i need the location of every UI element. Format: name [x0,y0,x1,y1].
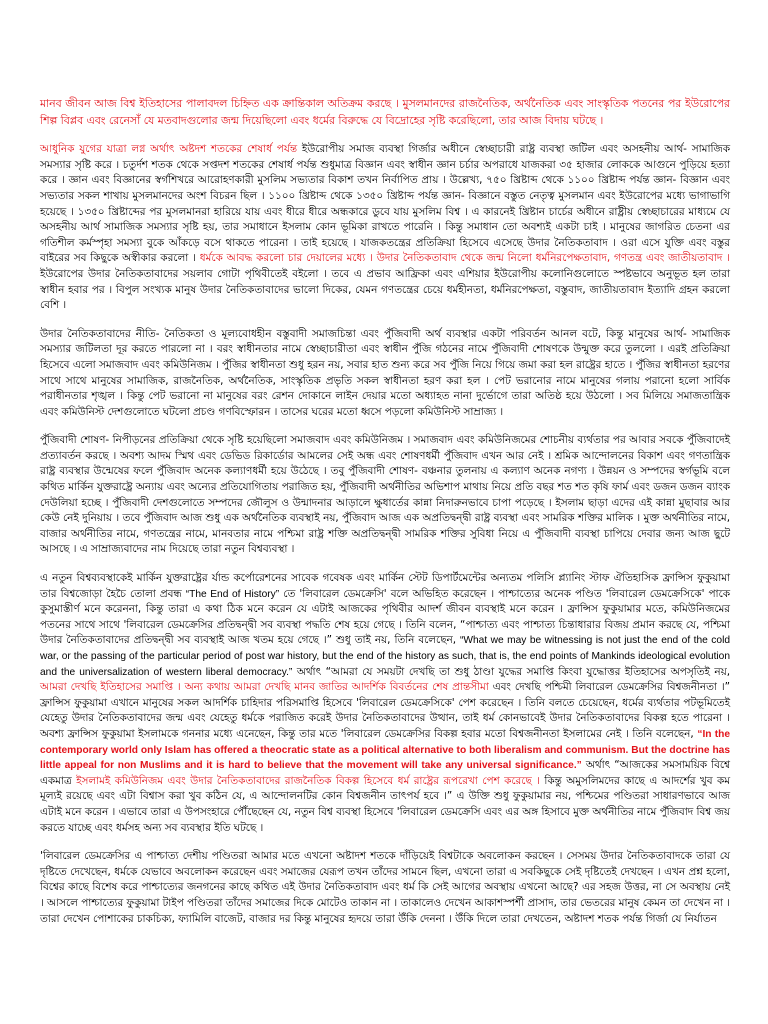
english-quote-fukuyama: “What we may be witnessing is not just the end of the cold war, or the passing of the particular period of post war history, but the end of the history as such, that is, the end points of Mankinds ideological evolution and the universalization of western liberal democracy.” [40,635,730,678]
document-body [40,96,730,927]
intro-paragraph [40,96,730,129]
paragraph-text: 'লিবারেল ডেমক্রেসির এ পাশ্চাত্য দেশীয় পণ্ডিতরা আমার মতে এখনো অষ্টাদশ শতকে দাঁড়িয়েই বিশ্বটাকে অবলোকন করছেন । সেসময় উদার নৈতিকতাবাদকে তারা যে দৃষ্টিতে দেখেছেন, ধর্মকে যেভাবে অবলোকন করেছেন এবং সমাজের যেরূপ তখন তাঁদের সামনে ছিল, এখনো তারা এ সবকিছুকে সেই দৃষ্টিতেই দেখছেন । এখন প্রশ্ন হলো, বিশ্বের কাছে বিশেষ করে পাশ্চাত্যের জনগনের কাছে কথিত এই উদার নৈতিকতাবাদ এবং ধর্ম কি সেই আগের অবস্থায় এখনো আছে? এর সহজ উত্তর, না সে অবস্থায় নেই । আসলে পাশ্চাত্যের ফুকুয়ামা টাইপ পণ্ডিতরা তাঁদের সমাজের দিকে মোটেও তাকান না । তাকালেও দেখেন আকাশস্পর্শী প্রাসাদ, তার ভেতরের মানুষ কেমন তা দেখেন না । তারা দেখেন পোশাকের চাকচিক্য, ফ্যামিলি বাজেট, বাজার দর কিন্তু মানুষের হৃদয়ে তারা উঁকি দেননা । উঁকি দিলে তারা দেখতেন, অষ্টাদশ শতক পর্যন্ত গির্জা যে নির্যাতন [40,850,730,925]
paragraph-end-of-history [40,571,730,836]
paragraph-text: পুঁজিবাদী শোষণ- নিপীড়নের প্রতিক্রিয়া থেকে সৃষ্টি হয়েছিলো সমাজবাদ এবং কমিউনিজম । সমাজবাদ এবং কমিউনিজমের শোচনীয় ব্যর্থতার পর আবার সবকে পুঁজিবাদেই প্রত্যাবর্তন করছে । অবশ্য আদম স্মিথ এবং ডেভিড রিকার্ডোর আমলের সেই অন্ধ এবং শোষণধর্মী পুঁজিবাদ এখন আর নেই । শ্রমিক আন্দোলনের বিকাশ এবং গণতান্ত্রিক রাষ্ট্র ব্যবস্থার উন্মেষের ফলে পুঁজিবাদ অনেক কল্যাণধর্মী হয়ে উঠেছে । তবু পুঁজিবাদী শোষণ- বঞ্চনার তুলনায় এ কল্যাণ অনেক নগণ্য । উন্নয়ন ও সম্পদের স্বর্গভূমি বলে কথিত মার্কিন যুক্তরাষ্ট্রে অন্যায় এবং অন্যের প্রতিযোগিতায় পরাজিত হয়, পুঁজিবাদী অর্থনীতির অভিশাপ মাথায় নিয়ে প্রতি বছর শত শত কৃষি ফার্ম এবং ডজন ডজন ব্যাংক দেউলিয়া হচ্ছে । পুঁজিবাদী দেশগুলোতে সম্পদের জৌলুস ও উন্মাদনার আড়ালে ক্ষুধার্তের কান্না নিদারুনভাবে চাপা পড়েছে । ইসলাম ছাড়া এদের এই কান্না মুছাবার আর কেউ নেই দুনিয়ায় । তবে পুঁজিবাদ আজ শুধু এক অর্থনৈতিক ব্যবস্থাই নয়, পুঁজিবাদ আজ এক অপ্রতিদ্বন্দ্বী রাষ্ট্র ব্যবস্থা এবং সামরিক শক্তির মালিক । মুক্ত অর্থনীতির নামে, বাজার অর্থনীতির নামে, গণতন্ত্রের নামে, মানবতার নামে পশ্চিমা রাষ্ট্র শক্তি অপ্রতিদ্বন্দ্বী সামরিক শক্তির সুবিধা নিয়ে এ পুঁজিবাদী ব্যবস্থা চাপিয়ে দেবার জন্য আজ ছুটে আসছে । এ সাম্রাজ্যবাদের নাম দিয়েছে তারা নতুন বিশ্বব্যবস্থা । [40,434,730,556]
paragraph-text: অর্থাৎ “আমরা যে সময়টা দেখছি তা শুধু ঠাণ্ডা যুদ্ধের সমাপ্তি কিংবা যুদ্ধোত্তর ইতিহাসের অপসৃতিই নয়, [292,665,731,678]
paragraph-socialism-rise [40,327,730,421]
paragraph-text: তে 'লিবারেল ডেমক্রেসি' বলে অভিহিত করেছেন । পাশ্চাত্যের অনেক পণ্ডিত 'লিবারেল ডেমক্রেসিকে' পাকে কুসুমাস্তীর্ণ মনে করেননা, কিন্তু তারা এ কথা ঠিক মনে করেন যে এটাই আজকের পৃথিবীর আদর্শ জীবন ব্যবস্থাই মনে করেন । ফ্রান্সিস ফুকুয়ামার মতে, কমিউনিজমের পতনের সাথে সাথে 'লিবারেল ডেমক্রেসির প্রতিদ্বন্দ্বী সব ব্যবস্থা পদ্ধতি শেষ হয়ে গেছে । তিনি বলেন, “পাশ্চাত্য এবং পাশ্চাত্য চিন্তাধারার বিজয় প্রমান করছে যে, পশ্চিমা উদার নৈতিকতাবাদের প্রতিদ্বন্দ্বী সব ব্যবস্থাই আজ খতম হয়ে গেছে ।” শুধু তাই নয়, তিনি বলেছেন, [40,587,731,647]
paragraph-text: কিন্তু অমুসলিমদের কাছে এ আদর্শের খুব কম মূল্যই রয়েছে এবং এটা বিশ্বাস করা খুব কঠিন যে, এ আন্দোলনটির কোন বিশ্বজনীন তাৎপর্য হবে ।” এ উক্তি শুধু ফুকুয়ামার নয়, পশ্চিমের পণ্ডিতরা সাধারণভাবে আজ এটাই মনে করেন । এভাবে তারা এ উপসংহারে পৌঁছেছেন যে, নতুন বিশ্ব ব্যবস্থা হিসেবে 'লিবারেল ডেমক্রেসি এবং এর অঙ্গ হিসাবে মুক্ত অর্থনীতির নামে পুঁজিবাদ বিশ্ব জয় করতে যাচ্ছে এবং ধর্মসহ অন্য সব ব্যবস্থার ইতি ঘটছে । [40,774,730,834]
highlight-religion-confined: ধর্মকে আবদ্ধ করলো চার দেয়ালের মধ্যে । উদার নৈতিকতাবাদ থেকে জন্ম নিলো ধর্মনিরপেক্ষতাবাদ, গণতন্ত্র এবং জাতীয়তাবাদ । [199,252,730,265]
intro-text: মানব জীবন আজ বিশ্ব ইতিহাসের পালাবদল চিহ্নিত এক ক্রান্তিকাল অতিক্রম করছে । মুসলমানদের রাজনৈতিক, অর্থনৈতিক এবং সাংস্কৃতিক পতনের পর ইউরোপের শিল্প বিপ্লব এবং রেনেসাঁ যে মতবাদগুলোর জন্ম দিয়েছিলো এবং ধর্মের বিরুদ্ধে যে বিদ্রোহের সৃষ্টি করেছিলো, তার আজ বিদায় ঘটছে । [40,97,730,127]
paragraph-capitalism-return [40,433,730,558]
english-title: “The End of History” [185,588,280,600]
paragraph-liberalism-origin [40,142,730,314]
paragraph-text: ইউরোপীয় সমাজ ব্যবস্থা গির্জার অধীনে স্বেচ্ছাচারী রাষ্ট্র ব্যবস্থা জটিল এবং অসহনীয় আর্থ- সামাজিক সমস্যার সৃষ্টি করে । চতুর্দশ শতক থেকে সপ্তদশ শতকের শেষার্ধ পর্যন্ত শুধুমাত্র বিজ্ঞান এবং স্বাধীন জ্ঞান চর্চার অপরাধে যাজকরা ৩৫ হাজার লোককে আগুনে পুড়িয়ে হত্যা করে । জ্ঞান এবং বিজ্ঞানের স্বর্গশিখরে আরোহণকারী মুসলিম সভ্যতার বিকাশ তখন নির্বাপিত প্রায় । উল্লেখ্য, ৭৫০ খ্রিষ্টাব্দ থেকে ১১০০ খ্রিষ্টাব্দ পর্যন্ত জ্ঞান- বিজ্ঞান এবং সভ্যতার সকল শাখায় মুসলমানদের অংশ বিচরন ছিল । ১১০০ খ্রিষ্টাব্দ থেকে ১৩৫০ খ্রিষ্টাব্দ পর্যন্ত জ্ঞান- বিজ্ঞানে বস্তুত নেতৃত্ব মুসলমান এবং ইউরোপের মধ্যে ভাগাভাগি হয়েছে । ১৩৫০ খ্রিষ্টাব্দের পর মুসলমানরা হারিয়ে যায় এবং ধীরে ধীরে অন্ধকারে ডুবে যায় মুসলিম বিশ্ব । এ কারনেই খ্রিষ্টান চার্চের অধীনে রাষ্ট্রীয় স্বেচ্ছাচারের মাধ্যমে যে অসহনীয় আর্থ সামাজিক সমস্যার সৃষ্টি হয়, তার সমাধানে ইসলাম কোন ভূমিকা রাখতে পারেনি । কিন্তু সমাধান তো অবশ্যই একটা চাই । মানুষের জাগরিত চেতনা এর গতিশীল কর্মস্পৃহা সমস্যা বুকে আঁকড়ে বসে থাকতে পারেনা । তাই হয়েছে । যাজকতন্ত্রের প্রতিক্রিয়া হিসেবে এসেছে উদার নৈতিকতাবাদ । ওরা এসে যুক্তি এবং বস্তুর বাইরের সব কিছুকে অস্বীকার করলো । [40,143,730,265]
highlight-end-of-history: আমরা দেখছি ইতিহাসের সমাপ্তি । অন্য কথায় আমরা দেখছি মানব জাতির আদর্শিক বিবর্তনের শেষ প্রান্তসীমা [40,681,489,694]
english-quote-islam: “In the contemporary world only Islam has offered a theocratic state as a political alternative to both liberalism and communism. But the doctrine has little appeal for non Muslims and it is hard to believe that the movement will take any universal significance.” [40,728,731,772]
highlight-islam-alternative: ইসলামই কমিউনিজম এবং উদার নৈতিকতাবাদের রাজনৈতিক বিকল্প হিসেবে ধর্ম রাষ্ট্রের রূপরেখা পেশ করেছে । [76,774,540,787]
paragraph-text: এবং দেখছি পশ্চিমী লিবারেল ডেমক্রেসির বিশ্বজনীনতা ।” ফ্রান্সিস ফুকুয়ামা এখানে মানুষের সকল আদর্শিক চাহিদার পরিসমাপ্তি হিসেবে 'লিবারেল ডেমক্রেসিকে' পেশ করেছেন । তিনি বলতে চেয়েছেন, ধর্মের ব্যর্থতার পটভূমিতেই যেহেতু উদার নৈতিকতাবাদের জন্ম এবং যেহেতু ধর্মকে পরাজিত করেই উদার নৈতিকতাবাদের উত্থান, তাই ধর্ম কোনভাবেই উদার নৈতিকতাবাদের বিকল্প হতে পারেনা । অবশ্য ফ্রান্সিস ফুকুয়ামা ইসলামকে গননার মধ্যে এনেছেন, কিন্তু তার মতে 'লিবারেল ডেমক্রেসির বিকল্প হবার মতো বিশ্বজনীনতা ইসলামের নেই । তিনি বলেছেন, [40,681,730,740]
paragraph-text: এ নতুন বিশ্বব্যবস্থাকেই মার্কিন যুক্তরাষ্ট্রের র্যান্ড কর্পোরেশনের সাবেক গবেষক এবং মার্কিন স্টেট ডিপার্টমেন্টের অন্যতম পলিসি প্ল্যানিং স্টাফ ঐতিহাসিক ফ্রান্সিস ফুকুয়ামা তার বিশ্বজোড়া হৈচৈ তোলা প্রবন্ধ [40,572,730,600]
paragraph-western-scholars [40,849,730,927]
paragraph-text: অর্থাৎ “আজকের সমসাময়িক বিশ্বে একমাত্র [40,759,730,787]
paragraph-text: উদার নৈতিকতাবাদের নীতি- নৈতিকতা ও মূল্যবোধহীন বস্তুবাদী সমাজচিন্তা এবং পুঁজিবাদী অর্থ ব্যবস্থার একটা পরিবর্তন আনল বটে, কিন্তু মানুষের আর্থ- সামাজিক সমস্যার জটিলতা দূর করতে পারলো না । বরং স্বাধীনতার নামে স্বেচ্ছাচারীতা এবং স্বাধীন পুঁজি গঠনের নামে পুঁজিবাদী শোষণকে উন্মুক্ত করে তুললো । এরই প্রতিক্রিয়া হিসেবে এলো সমাজবাদ এবং কমিউনিজম । পুঁজির স্বাধীনতা শুধু হরন নয়, সবার হাত শুন্য করে সব পুঁজি নিয়ে গিয়ে জমা করা হল রাষ্ট্রের হাতে । পুঁজির স্বাধীনতা হরণের সাথে সাথে মানুষের সামাজিক, রাজনৈতিক, অর্থনৈতিক, সাংস্কৃতিক প্রভৃতি সকল স্বাধীনতা হরণ করা হল । পেট ভরানোর নামে মানুষের গলায় পরানো হলো সার্বিক পরাধীনতার শৃঙ্খল । কিন্তু পেট ভরানো না মানুষের বরং রেশন দোকানে লাইন দেয়ার মতো অধ্যাহত নানা দুর্ভোগে তারা অতিষ্ঠ হয়ে উঠলো । সব মিলিয়ে সমাজতান্ত্রিক এবং কমিউনিস্ট দেশগুলোতে ঘটলো প্রচণ্ড গণবিস্ফোরন । তাসের ঘরের মতো ধ্বসে পড়লো কমিউনিস্ট সাম্রাজ্য । [40,327,730,418]
highlight-modern-era: আধুনিক যুগের যাত্রা লগ্ন অর্থাৎ অষ্টদশ শতকের শেষার্ধ পর্যন্ত [40,143,298,156]
paragraph-text: ইউরোপের উদার নৈতিকতাবাদের সয়লাব গোটা পৃথিবীতেই বইলো । তবে এ প্রভাব আফ্রিকা এবং এশিয়ার ইউরোপীয় কলোনিগুলোতে স্পষ্টভাবে অনুভূত হল তারা স্বাধীন হবার পর । বিপুল সংখ্যক মানুষ উদার নৈতিকতাবাদের ভালো দিকের, যেমন গণতন্ত্রের চেয়ে ধর্মহীনতা, ধর্মনিরপেক্ষতা, বস্তুবাদ, জাতীয়তাবাদ ইত্যাদি গ্রহন করলো বেশি । [40,267,730,312]
